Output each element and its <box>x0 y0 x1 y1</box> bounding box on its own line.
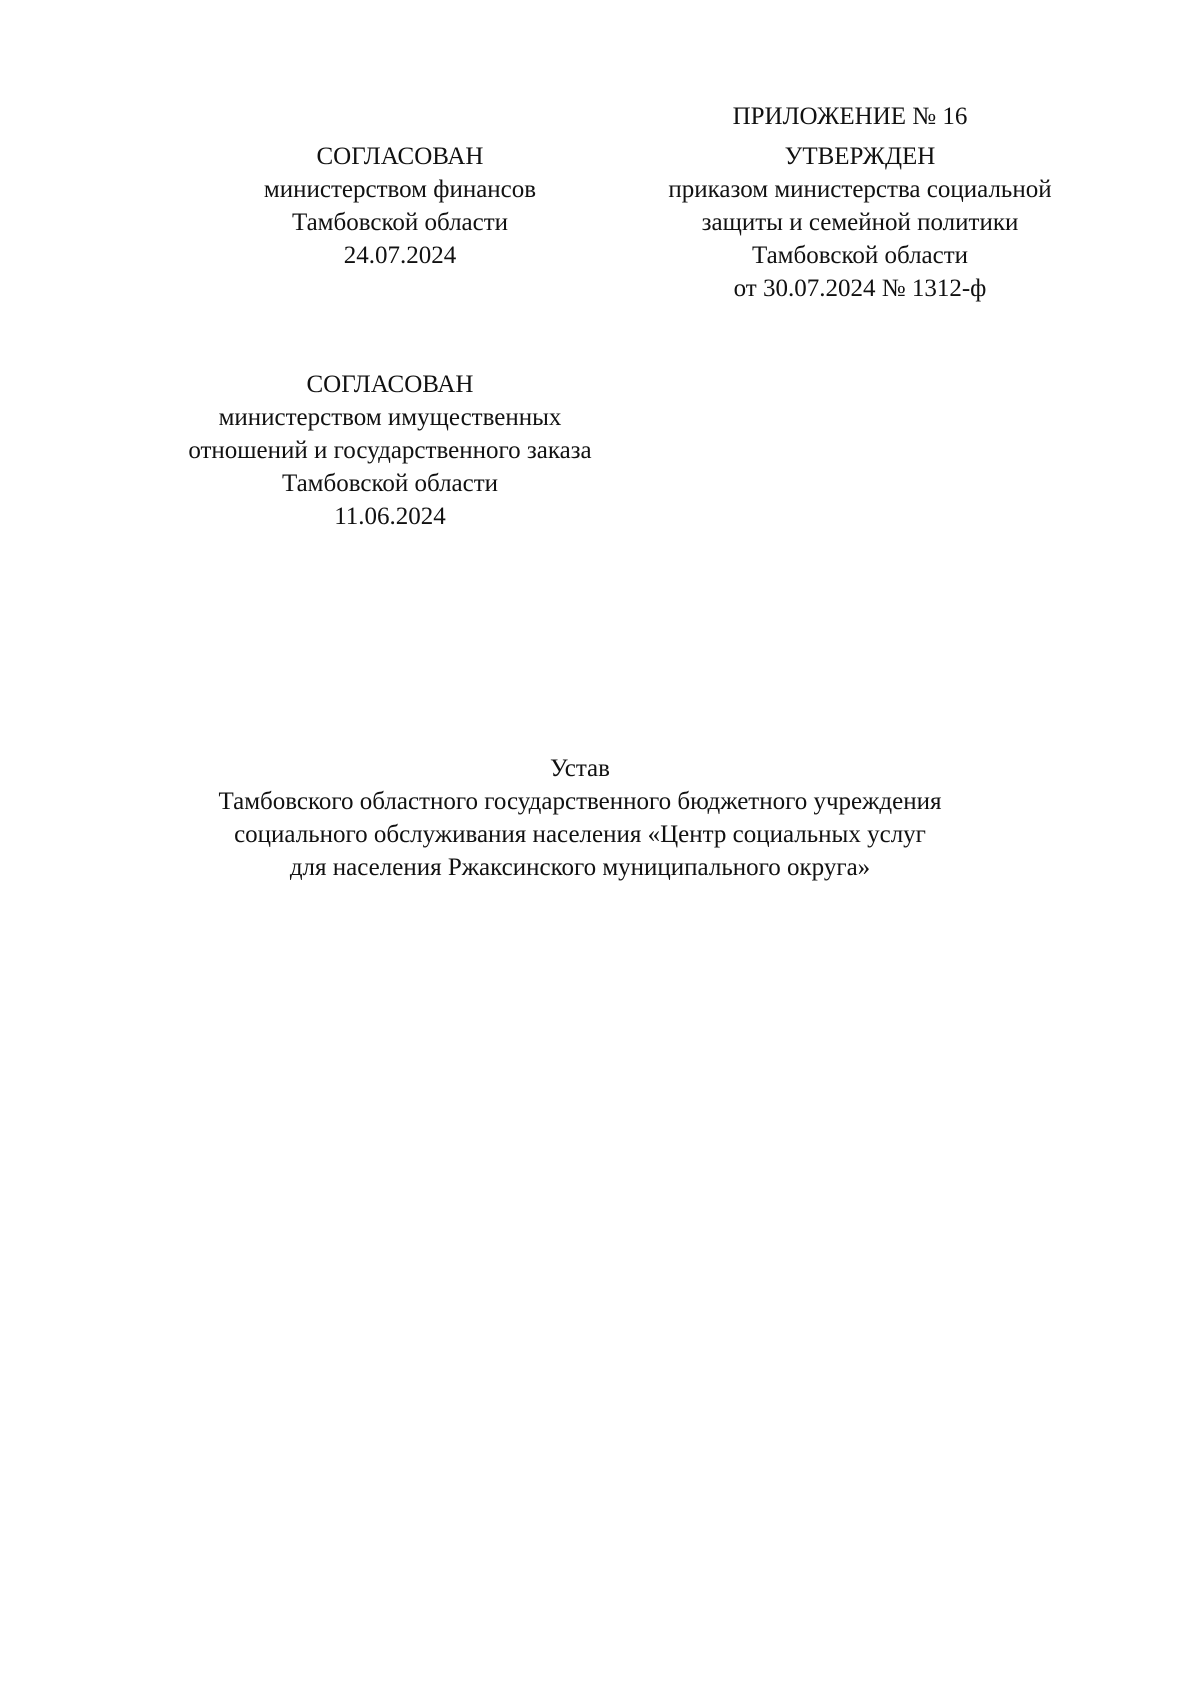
agreed-finance-line: Тамбовской области <box>291 209 509 236</box>
approved-line: защиты и семейной политики <box>701 209 1019 236</box>
agreed-property-block <box>140 368 640 533</box>
agreed-property-line: министерством имущественных <box>218 404 562 431</box>
charter-subtitle-line: Тамбовского областного государственного бюджетного учреждения <box>218 788 942 815</box>
agreed-property-line: Тамбовской области <box>281 470 499 497</box>
charter-title-block <box>130 752 1030 884</box>
agreed-finance-date: 24.07.2024 <box>343 242 457 269</box>
agreed-property-line: отношений и государственного заказа <box>188 437 592 464</box>
agreed-property-heading: СОГЛАСОВАН <box>306 371 474 398</box>
agreed-finance-heading: СОГЛАСОВАН <box>316 143 484 170</box>
charter-subtitle-line: социального обслуживания населения «Центр социальных услуг <box>234 821 926 848</box>
agreed-finance-line: министерством финансов <box>263 176 537 203</box>
agreed-finance-block <box>210 140 590 272</box>
approved-line: Тамбовской области <box>751 242 969 269</box>
charter-subtitle-line: для населения Ржаксинского муниципального округа» <box>289 854 871 881</box>
approved-line: от 30.07.2024 № 1312-ф <box>733 275 987 302</box>
appendix-block <box>640 100 1060 134</box>
approved-line: приказом министерства социальной <box>668 176 1052 203</box>
approved-heading: УТВЕРЖДЕН <box>784 143 936 170</box>
agreed-property-date: 11.06.2024 <box>334 503 446 530</box>
approval-stamp-block <box>620 140 1100 305</box>
appendix-label: ПРИЛОЖЕНИЕ № 16 <box>732 103 968 130</box>
charter-title: Устав <box>550 755 610 782</box>
